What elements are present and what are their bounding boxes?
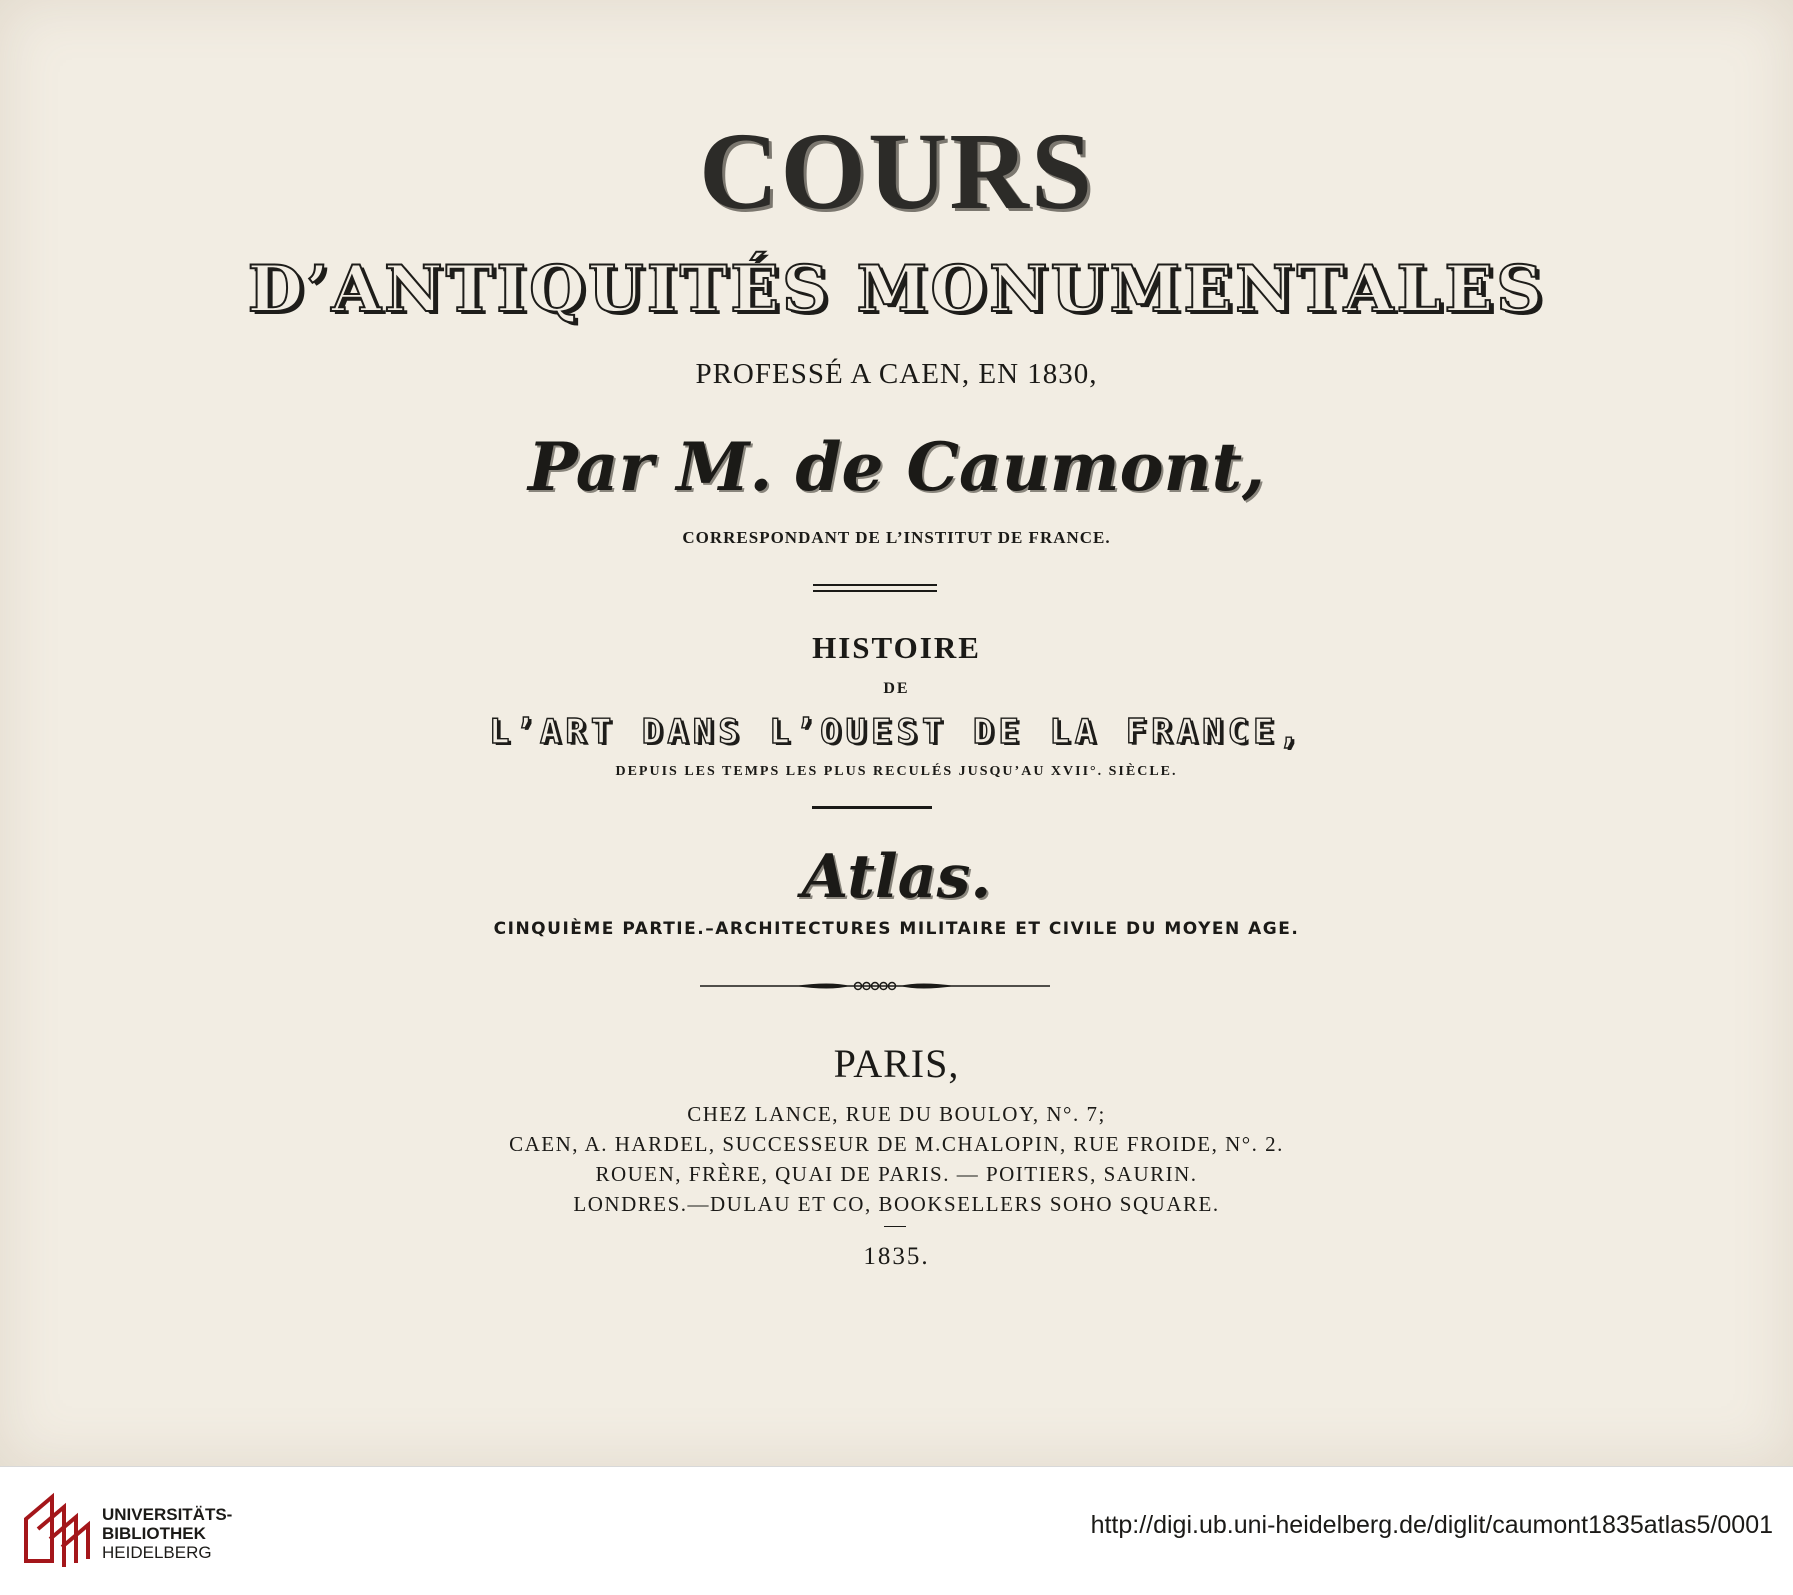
imprint-city: PARIS, — [833, 1041, 960, 1086]
library-name-line3: HEIDELBERG — [102, 1543, 212, 1562]
double-rule-bottom — [813, 590, 937, 592]
imprint-line: CHEZ LANCE, RUE DU BOULOY, N°. 7; — [687, 1102, 1106, 1126]
university-library-logo-icon[interactable] — [22, 1489, 94, 1569]
author-role: CORRESPONDANT DE L’INSTITUT DE FRANCE. — [682, 528, 1111, 547]
imprint-line: ROUEN, FRÈRE, QUAI DE PARIS. — POITIERS, SAURIN. — [595, 1162, 1198, 1186]
section-title: HISTOIRE — [812, 630, 981, 665]
atlas-heading: Atlas. — [801, 842, 992, 912]
library-name[interactable] — [102, 1505, 232, 1562]
section-de: DE — [883, 680, 910, 697]
section-subject: L’ART DANS L’OUEST DE LA FRANCE, — [488, 712, 1305, 752]
library-name-line2: BIBLIOTHEK — [102, 1524, 206, 1543]
book-title: COURS — [698, 110, 1095, 232]
library-name-line1: UNIVERSITÄTS- — [102, 1505, 233, 1524]
book-subtitle: D’ANTIQUITÉS MONUMENTALES — [247, 252, 1546, 327]
footer-bar — [0, 1466, 1793, 1595]
permalink-url[interactable]: http://digi.ub.uni-heidelberg.de/diglit/caumont1835atlas5/0001 — [1090, 1511, 1773, 1539]
professed-line: PROFESSÉ A CAEN, EN 1830, — [695, 358, 1098, 390]
part-title: CINQUIÈME PARTIE.–ARCHITECTURES MILITAIRE ET CIVILE DU MOYEN AGE. — [493, 919, 1300, 939]
year-rule — [884, 1226, 906, 1227]
author-line: Par M. de Caumont, — [527, 428, 1266, 506]
publication-year: 1835. — [863, 1243, 930, 1270]
imprint-line: CAEN, A. HARDEL, SUCCESSEUR DE M.CHALOPIN, RUE FROIDE, N°. 2. — [509, 1132, 1284, 1156]
imprint-line: LONDRES.—DULAU ET CO, BOOKSELLERS SOHO SQUARE. — [573, 1192, 1220, 1216]
section-period: DEPUIS LES TEMPS LES PLUS RECULÉS JUSQU’AU XVII°. SIÈCLE. — [615, 764, 1178, 779]
single-rule — [812, 806, 932, 809]
double-rule-top — [813, 584, 937, 586]
ornament-divider — [700, 978, 1050, 994]
